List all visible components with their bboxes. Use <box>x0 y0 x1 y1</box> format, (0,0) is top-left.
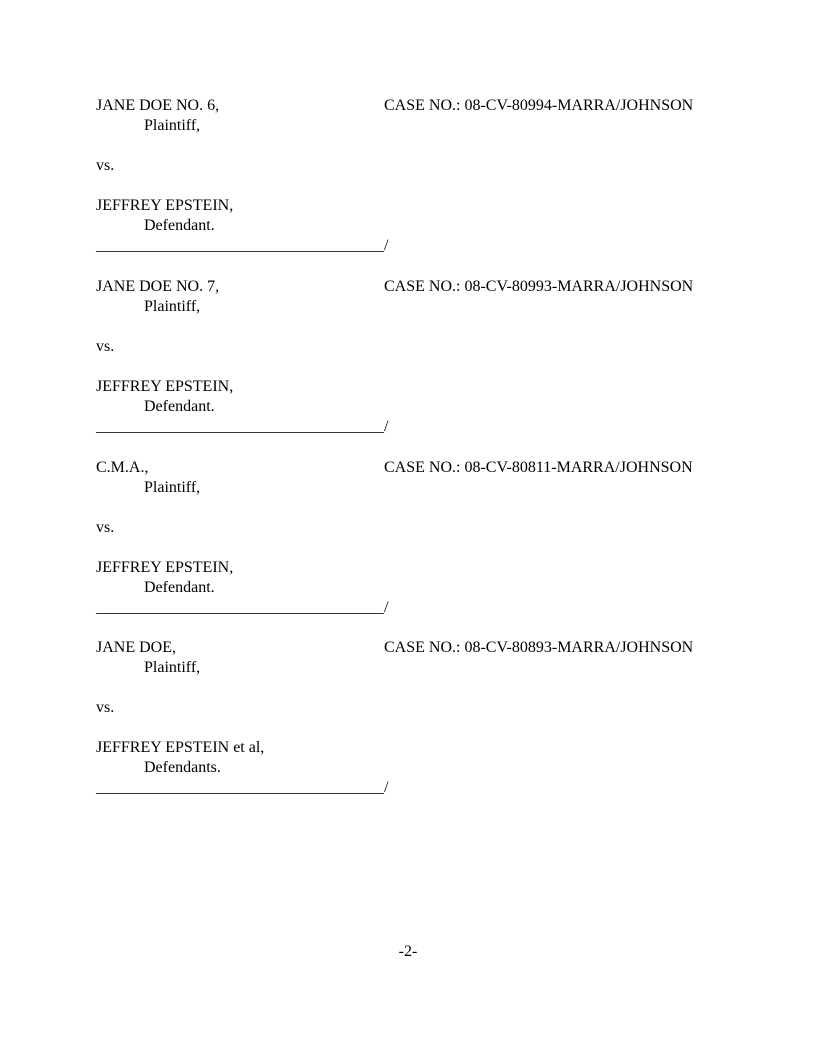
plaintiff-name: JANE DOE, <box>96 639 176 656</box>
page-number: -2- <box>398 943 418 960</box>
versus-label: vs. <box>96 338 115 355</box>
defendant-name: JEFFREY EPSTEIN, <box>96 559 234 576</box>
case-number: CASE NO.: 08-CV-80994-MARRA/JOHNSON <box>384 97 694 114</box>
caption-rule: ____________________________________/ <box>96 779 389 796</box>
plaintiff-name: JANE DOE NO. 7, <box>96 278 220 295</box>
defendant-role: Defendant. <box>144 579 215 596</box>
plaintiff-role: Plaintiff, <box>144 117 201 134</box>
plaintiff-name: JANE DOE NO. 6, <box>96 97 220 114</box>
defendant-name: JEFFREY EPSTEIN, <box>96 197 234 214</box>
versus-label: vs. <box>96 519 115 536</box>
versus-label: vs. <box>96 157 115 174</box>
case-number: CASE NO.: 08-CV-80893-MARRA/JOHNSON <box>384 639 694 656</box>
plaintiff-role: Plaintiff, <box>144 298 201 315</box>
plaintiff-role: Plaintiff, <box>144 659 201 676</box>
case-number: CASE NO.: 08-CV-80993-MARRA/JOHNSON <box>384 278 694 295</box>
case-number: CASE NO.: 08-CV-80811-MARRA/JOHNSON <box>384 459 693 476</box>
defendant-role: Defendant. <box>144 217 215 234</box>
plaintiff-role: Plaintiff, <box>144 479 201 496</box>
case-caption-4 <box>96 638 736 808</box>
versus-label: vs. <box>96 699 115 716</box>
defendant-role: Defendant. <box>144 398 215 415</box>
defendant-role: Defendants. <box>144 759 221 776</box>
case-caption-1 <box>96 96 736 266</box>
caption-rule: ____________________________________/ <box>96 599 389 616</box>
defendant-name: JEFFREY EPSTEIN et al, <box>96 739 265 756</box>
case-caption-2 <box>96 277 736 447</box>
defendant-name: JEFFREY EPSTEIN, <box>96 378 234 395</box>
plaintiff-name: C.M.A., <box>96 459 149 476</box>
case-caption-3 <box>96 458 736 628</box>
caption-rule: ____________________________________/ <box>96 418 389 435</box>
caption-rule: ____________________________________/ <box>96 237 389 254</box>
